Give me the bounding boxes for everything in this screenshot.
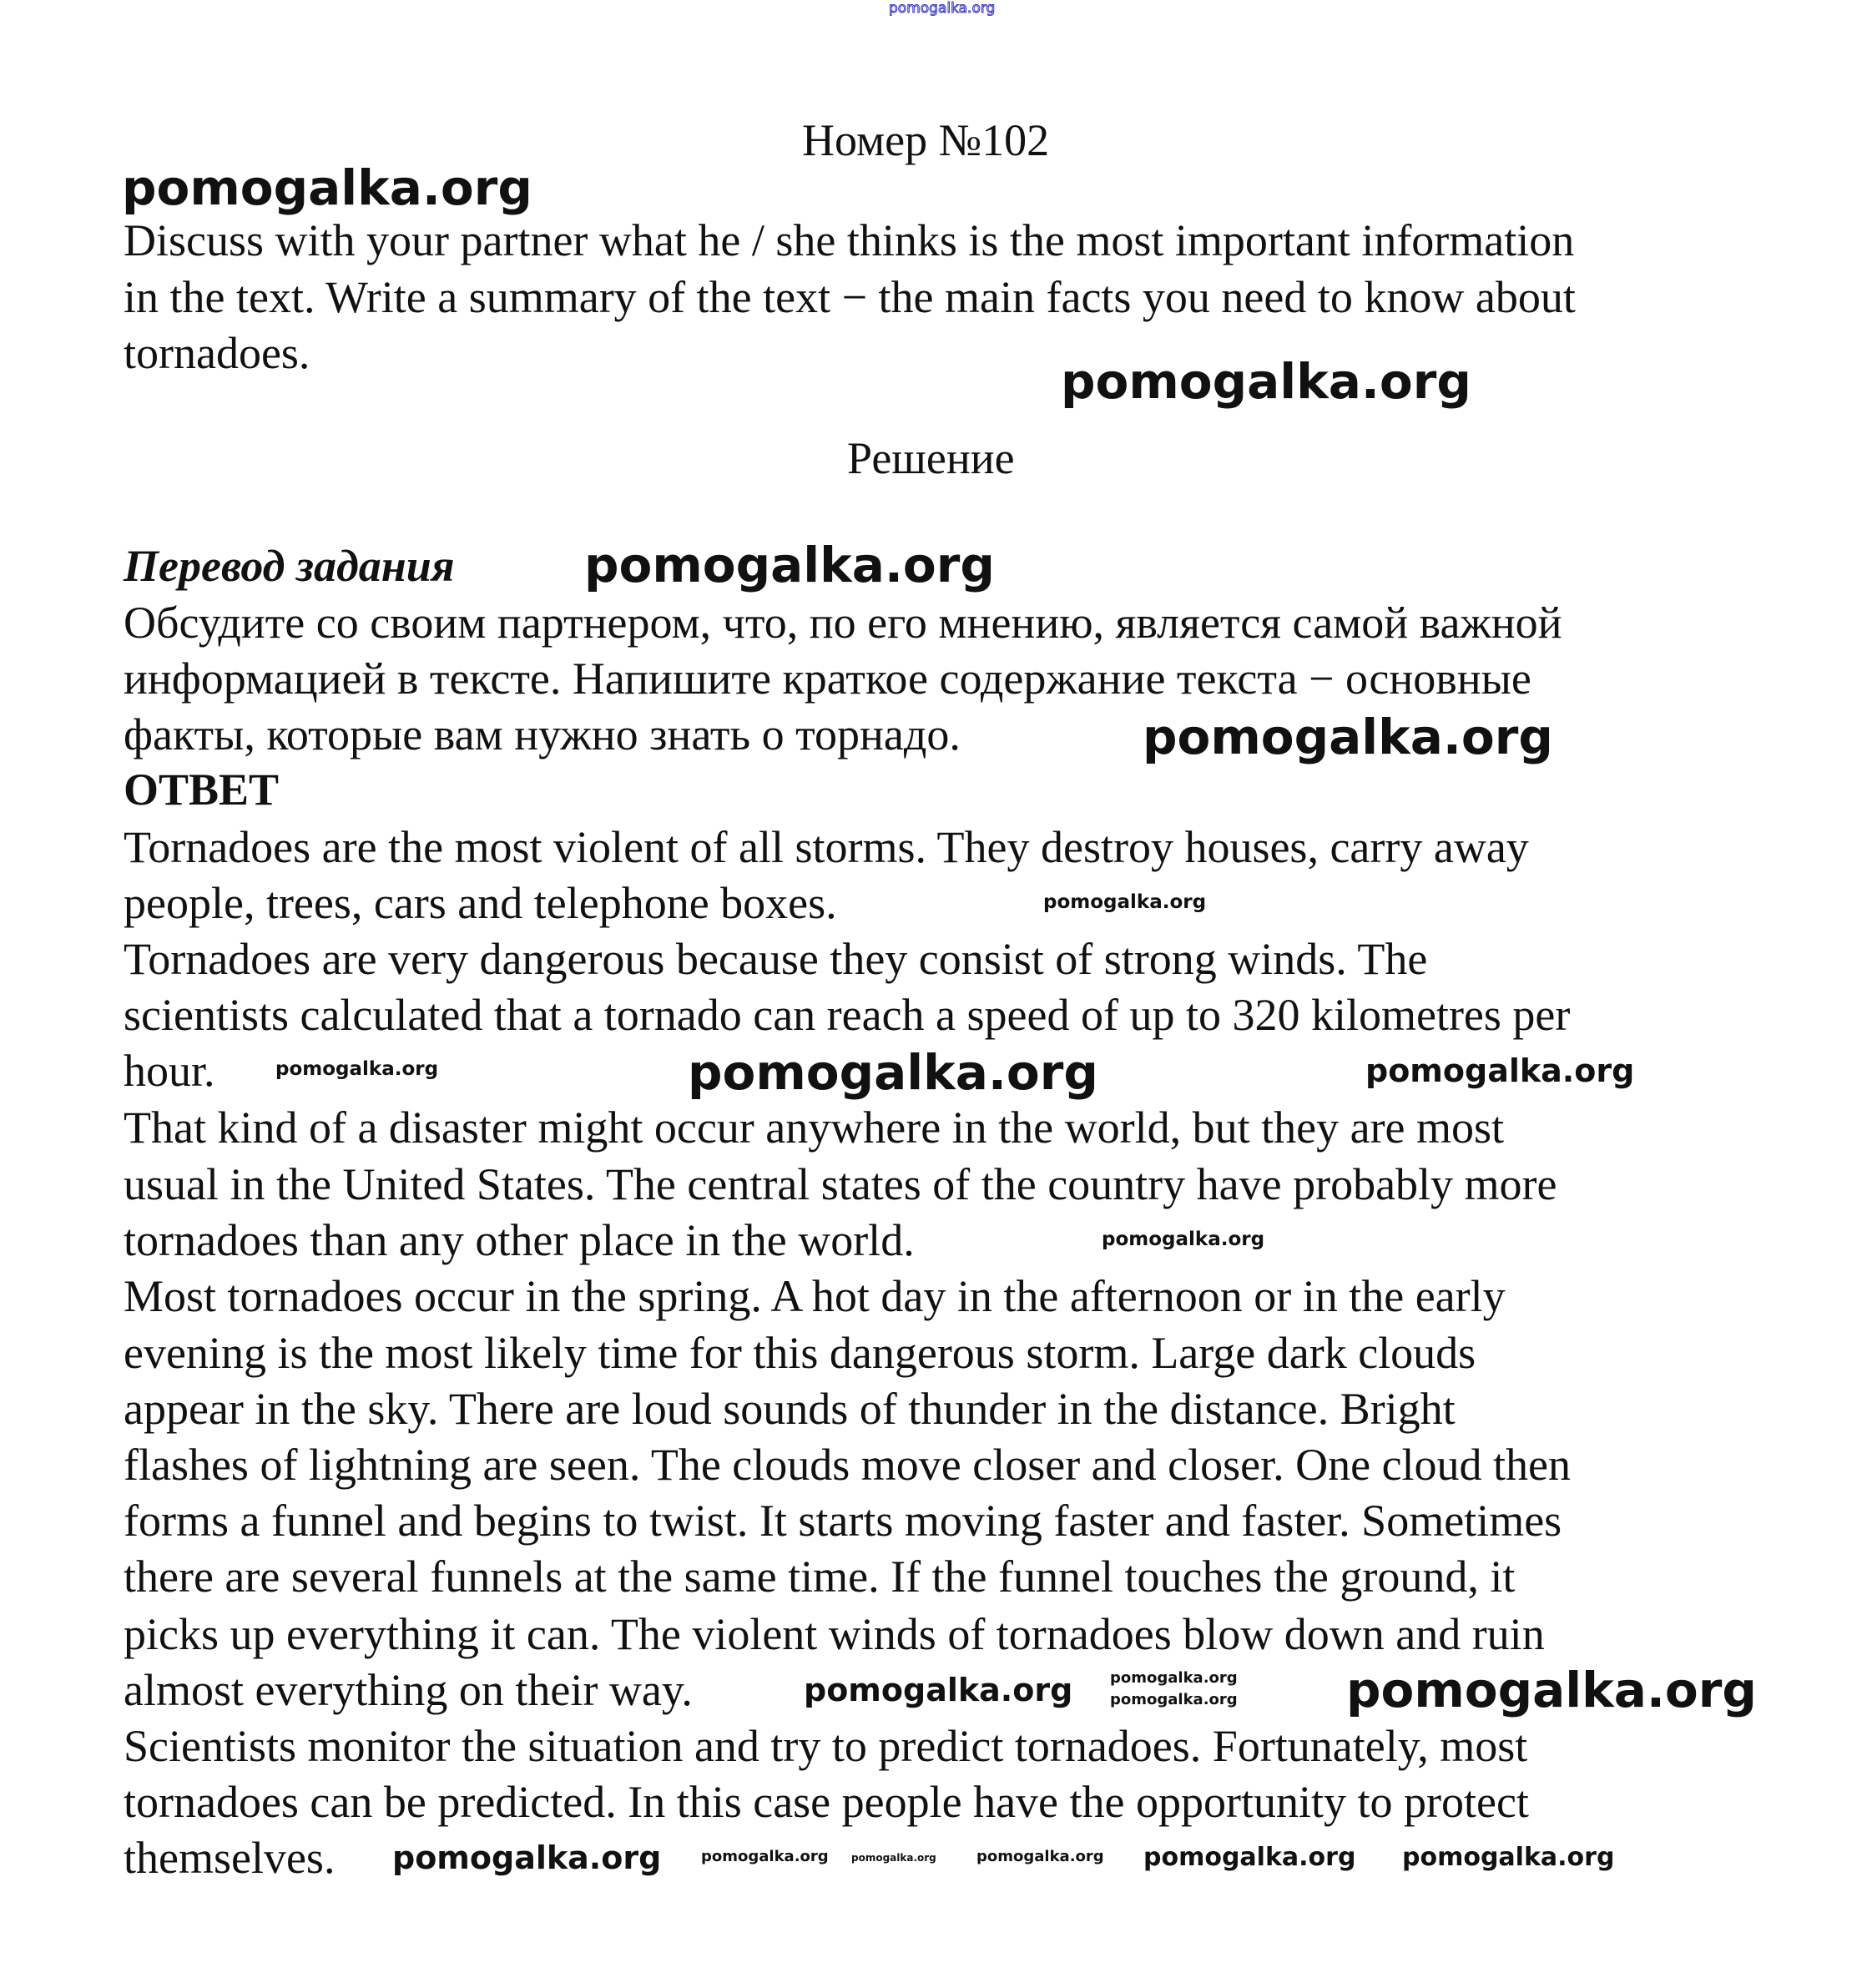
translation-line: факты, которые вам нужно знать о торнадо. — [124, 709, 961, 759]
watermark: pomogalka.org — [688, 1044, 1098, 1101]
task-line: tornadoes. — [124, 328, 310, 378]
watermark: pomogalka.org — [1043, 891, 1207, 913]
answer-line: themselves. — [124, 1833, 336, 1883]
watermark: pomogalka.org — [976, 1848, 1104, 1865]
answer-line: tornadoes can be predicted. In this case people have the opportunity to protect — [124, 1777, 1529, 1827]
watermark: pomogalka.org — [1346, 1662, 1757, 1718]
watermark: pomogalka.org — [851, 1852, 936, 1864]
watermark: pomogalka.org — [1061, 353, 1471, 410]
page-title: Номер №102 — [802, 115, 1050, 165]
watermark: pomogalka.org — [1110, 1669, 1238, 1687]
answer-line: flashes of lightning are seen. The clouds move closer and closer. One cloud then — [124, 1440, 1572, 1490]
watermark: pomogalka.org — [804, 1672, 1073, 1708]
translation-line: информацией в тексте. Напишите краткое содержание текста − основные — [124, 653, 1531, 704]
watermark: pomogalka.org — [1402, 1843, 1615, 1872]
answer-line: Tornadoes are the most violent of all storms. They destroy houses, carry away — [124, 822, 1529, 872]
answer-heading: ОТВЕТ — [124, 764, 280, 815]
watermark: pomogalka.org — [701, 1848, 829, 1865]
answer-line: there are several funnels at the same time. If the funnel touches the ground, it — [124, 1552, 1516, 1602]
answer-line: Scientists monitor the situation and try to predict tornadoes. Fortunately, most — [124, 1721, 1528, 1771]
answer-line: That kind of a disaster might occur anywhere in the world, but they are most — [124, 1102, 1505, 1153]
translation-line: Обсудите со своим партнером, что, по его мнению, является самой важной — [124, 598, 1562, 648]
answer-line: almost everything on their way. — [124, 1665, 693, 1715]
answer-line: hour. — [124, 1046, 215, 1096]
watermark: pomogalka.org — [584, 537, 995, 593]
watermark: pomogalka.org — [1143, 709, 1553, 765]
answer-line: evening is the most likely time for this dangerous storm. Large dark clouds — [124, 1328, 1476, 1378]
task-line: in the text. Write a summary of the text − the main facts you need to know about — [124, 272, 1576, 322]
answer-line: tornadoes than any other place in the world. — [124, 1215, 915, 1265]
solution-heading: Решение — [847, 433, 1015, 483]
answer-line: forms a funnel and begins to twist. It starts moving faster and faster. Sometimes — [124, 1496, 1562, 1546]
answer-line: appear in the sky. There are loud sounds of thunder in the distance. Bright — [124, 1384, 1456, 1434]
translation-heading: Перевод задания — [124, 541, 455, 591]
answer-line: picks up everything it can. The violent winds of tornadoes blow down and ruin — [124, 1609, 1545, 1659]
answer-line: Tornadoes are very dangerous because they consist of strong winds. The — [124, 934, 1428, 984]
answer-line: people, trees, cars and telephone boxes. — [124, 878, 837, 928]
watermark: pomogalka.org — [392, 1839, 662, 1876]
watermark: pomogalka.org — [1110, 1691, 1238, 1708]
watermark: pomogalka.org — [275, 1058, 439, 1080]
answer-line: usual in the United States. The central states of the country have probably more — [124, 1159, 1557, 1209]
watermark: pomogalka.org — [1365, 1052, 1635, 1089]
watermark: pomogalka.org — [889, 0, 996, 17]
watermark: pomogalka.org — [122, 159, 532, 216]
watermark: pomogalka.org — [1143, 1843, 1356, 1872]
watermark: pomogalka.org — [1102, 1229, 1265, 1250]
answer-line: Most tornadoes occur in the spring. A hot day in the afternoon or in the early — [124, 1271, 1506, 1321]
task-line: Discuss with your partner what he / she thinks is the most important information — [124, 215, 1575, 265]
answer-line: scientists calculated that a tornado can reach a speed of up to 320 kilometres per — [124, 990, 1571, 1040]
